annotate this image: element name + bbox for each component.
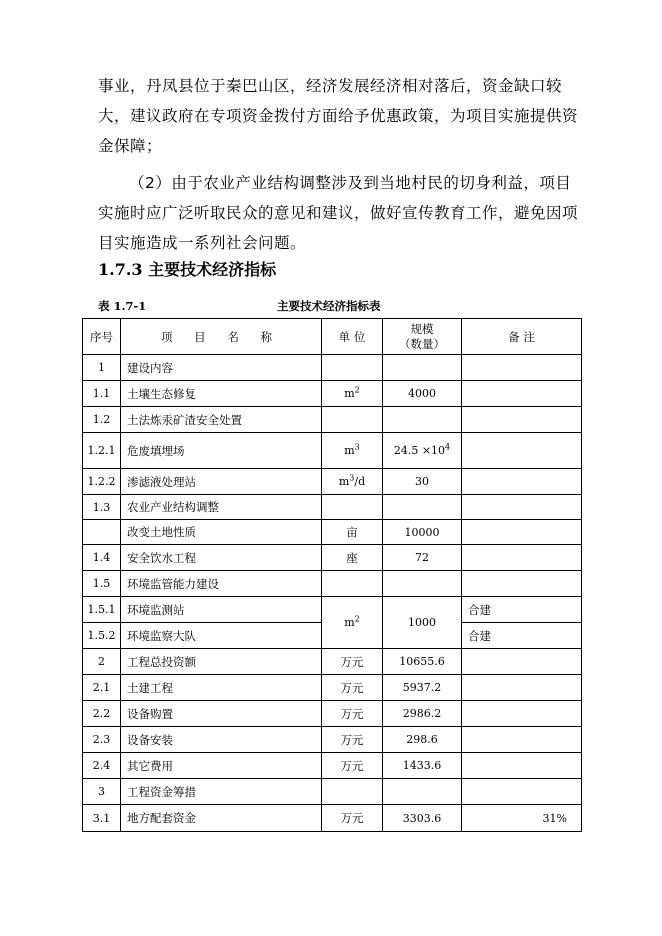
cell-note: [462, 675, 582, 701]
cell-note: [462, 727, 582, 753]
cell-name: 危废填埋场: [121, 433, 322, 469]
cell-name: 渗滤液处理站: [121, 469, 322, 495]
table-row: [83, 727, 582, 753]
paragraph-social-text: （2）由于农业产业结构调整涉及到当地村民的切身利益，项目实施时应广泛听取民众的意见和建议，做好宣传教育工作，避免因项目实施造成一系列社会问题。: [98, 174, 579, 252]
table-row: [83, 545, 582, 571]
table-row: [83, 597, 582, 623]
cell-qty: 5937.2: [383, 675, 462, 701]
cell-name: 设备安装: [121, 727, 322, 753]
cell-unit-merged: $m^2$: [322, 597, 383, 649]
table-row: [83, 381, 582, 407]
cell-seq: 1.1: [83, 381, 121, 407]
table-title: 主要技术经济指标表: [277, 299, 381, 313]
cell-name: 农业产业结构调整: [121, 495, 322, 520]
cell-note: [462, 545, 582, 571]
cell-note: [462, 381, 582, 407]
table-row: [83, 805, 582, 832]
cell-unit: 万元: [322, 675, 383, 701]
cell-unit: 万元: [322, 753, 383, 779]
cell-unit: [322, 495, 383, 520]
header-scale: [383, 319, 462, 355]
cell-name: 土法炼汞矿渣安全处置: [121, 407, 322, 433]
cell-unit: 万元: [322, 649, 383, 675]
table-number: 表 1.7-1: [98, 299, 147, 313]
cell-name: 工程资金筹措: [121, 779, 322, 805]
cell-seq: 1.2.1: [83, 433, 121, 469]
cell-unit: 亩: [322, 520, 383, 545]
table-row: [83, 571, 582, 597]
cell-seq: 1.5.2: [83, 623, 121, 649]
header-note: 备 注: [462, 319, 582, 355]
section-heading: 1.7.3 主要技术经济指标: [98, 260, 277, 279]
cell-unit: $m^3$: [322, 433, 383, 469]
cell-note: 合建: [462, 597, 582, 623]
cell-unit: 座: [322, 545, 383, 571]
cell-note: [462, 433, 582, 469]
cell-seq: 1.2.2: [83, 469, 121, 495]
cell-name: 工程总投资额: [121, 649, 322, 675]
table-row: [83, 753, 582, 779]
cell-qty: [383, 779, 462, 805]
cell-qty: 30: [383, 469, 462, 495]
cell-note: [462, 753, 582, 779]
cell-name: 设备购置: [121, 701, 322, 727]
cell-unit: 万元: [322, 805, 383, 832]
cell-name: 建设内容: [121, 355, 322, 381]
cell-note: [462, 571, 582, 597]
indicators-table: [82, 318, 582, 832]
table-row: [83, 675, 582, 701]
cell-qty: [383, 571, 462, 597]
table-row: [83, 407, 582, 433]
cell-note: 合建: [462, 623, 582, 649]
table-row: [83, 649, 582, 675]
cell-qty: [383, 407, 462, 433]
cell-qty: 10000: [383, 520, 462, 545]
paragraph-social: [98, 168, 586, 258]
cell-seq: 2.4: [83, 753, 121, 779]
cell-seq: 2.2: [83, 701, 121, 727]
cell-seq: 1.5: [83, 571, 121, 597]
cell-unit: $m^2$: [322, 381, 383, 407]
header-seq: 序号: [83, 319, 121, 355]
cell-name: 其它费用: [121, 753, 322, 779]
cell-qty: 3303.6: [383, 805, 462, 832]
cell-unit: [322, 355, 383, 381]
cell-note: [462, 520, 582, 545]
table-row: [83, 469, 582, 495]
cell-qty: 4000: [383, 381, 462, 407]
cell-note: [462, 701, 582, 727]
cell-name: 环境监察大队: [121, 623, 322, 649]
cell-note: [462, 355, 582, 381]
cell-name: 地方配套资金: [121, 805, 322, 832]
table-row: [83, 433, 582, 469]
cell-seq: 1.5.1: [83, 597, 121, 623]
cell-name: 安全饮水工程: [121, 545, 322, 571]
cell-name: 土壤生态修复: [121, 381, 322, 407]
cell-seq: 1: [83, 355, 121, 381]
cell-unit: [322, 407, 383, 433]
cell-qty: 10655.6: [383, 649, 462, 675]
table-row: [83, 495, 582, 520]
cell-qty: 298.6: [383, 727, 462, 753]
header-item: 项 目 名 称: [121, 319, 322, 355]
cell-seq: 2.1: [83, 675, 121, 701]
cell-qty: [383, 495, 462, 520]
table-row: [83, 520, 582, 545]
cell-note: 31%: [462, 805, 582, 832]
cell-qty: 1433.6: [383, 753, 462, 779]
cell-note: [462, 469, 582, 495]
cell-qty-merged: 1000: [383, 597, 462, 649]
cell-note: [462, 649, 582, 675]
cell-name: 环境监测站: [121, 597, 322, 623]
cell-note: [462, 407, 582, 433]
cell-name: 改变土地性质: [121, 520, 322, 545]
cell-seq: [83, 520, 121, 545]
cell-qty: 2986.2: [383, 701, 462, 727]
cell-seq: 1.4: [83, 545, 121, 571]
cell-note: [462, 779, 582, 805]
cell-unit: 万元: [322, 727, 383, 753]
cell-unit: [322, 571, 383, 597]
cell-unit: $m^3/d$: [322, 469, 383, 495]
header-scale-line1: 规模: [410, 321, 434, 336]
cell-unit: [322, 779, 383, 805]
cell-seq: 2: [83, 649, 121, 675]
table-header-row: [83, 319, 582, 355]
cell-seq: 3.1: [83, 805, 121, 832]
cell-seq: 1.3: [83, 495, 121, 520]
cell-seq: 2.3: [83, 727, 121, 753]
paragraph-funding: 事业，丹凤县位于秦巴山区，经济发展经济相对落后，资金缺口较大，建议政府在专项资金拨付方面给予优惠政策，为项目实施提供资金保障；: [98, 77, 579, 155]
cell-note: [462, 495, 582, 520]
table-row: [83, 779, 582, 805]
header-unit: 单 位: [322, 319, 383, 355]
header-scale-line2: （数量）: [399, 336, 445, 351]
cell-seq: 1.2: [83, 407, 121, 433]
cell-qty: $24.5 \times 10^4$: [383, 433, 462, 469]
cell-unit: 万元: [322, 701, 383, 727]
table-row: [83, 355, 582, 381]
table-row: [83, 701, 582, 727]
cell-name: 环境监管能力建设: [121, 571, 322, 597]
cell-name: 土建工程: [121, 675, 322, 701]
cell-qty: [383, 355, 462, 381]
cell-qty: 72: [383, 545, 462, 571]
cell-seq: 3: [83, 779, 121, 805]
